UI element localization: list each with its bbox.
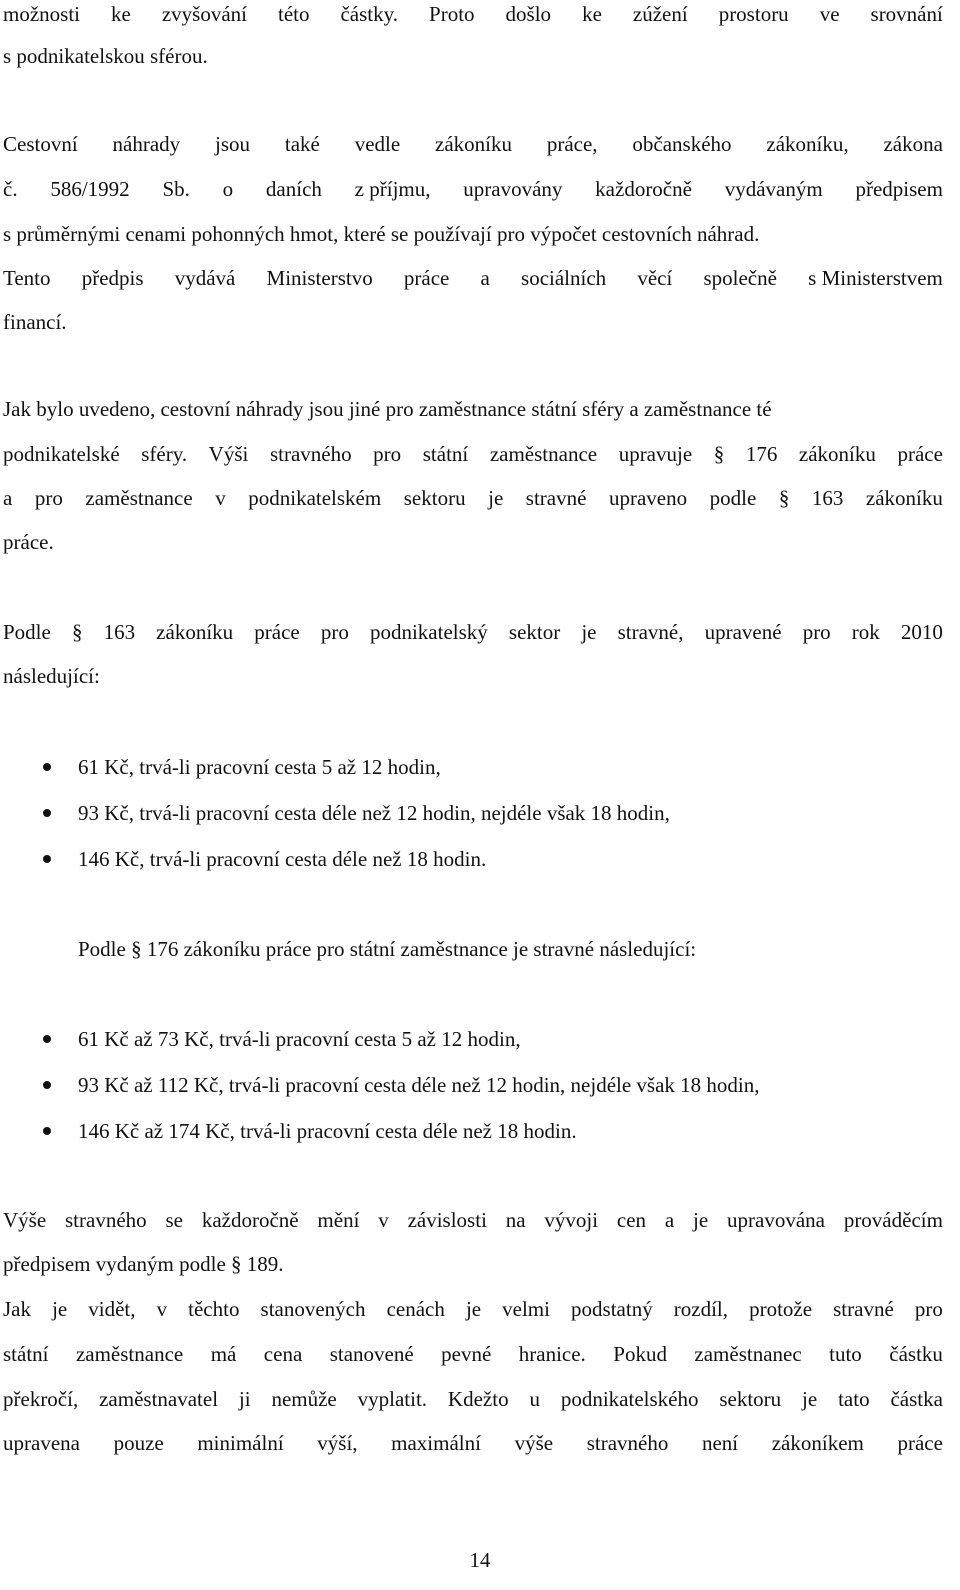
word: stravného — [269, 442, 352, 466]
word: těchto — [188, 1297, 240, 1321]
word: práce — [897, 442, 943, 466]
list-item — [0, 1071, 940, 1099]
word: a — [3, 486, 13, 510]
word: nemůže — [271, 1387, 337, 1411]
word: práce — [403, 266, 450, 290]
word: tato — [838, 1387, 870, 1411]
list-item — [0, 845, 940, 873]
word: výší, — [317, 1431, 358, 1455]
word: upravena — [3, 1431, 80, 1455]
word: zvyšování — [161, 2, 247, 26]
paragraph-line — [3, 1340, 943, 1368]
paragraph-line — [3, 175, 943, 203]
word: má — [210, 1342, 237, 1366]
word: stravné — [525, 486, 587, 510]
word: maximální — [391, 1431, 481, 1455]
word: částku — [889, 1342, 943, 1366]
word: rok — [851, 620, 880, 644]
word: Kdežto — [447, 1387, 509, 1411]
word: se — [165, 1208, 183, 1232]
word: je — [52, 1297, 68, 1321]
paragraph-line: předpisem vydaným podle § 189. — [3, 1252, 284, 1276]
word: § — [71, 620, 83, 644]
word: Ministerstvo — [266, 266, 373, 290]
paragraph-line — [3, 0, 943, 28]
list-item-text: 61 Kč, trvá-li pracovní cesta 5 až 12 hodin, — [78, 755, 441, 779]
word: je — [802, 1387, 818, 1411]
word: státní — [422, 442, 469, 466]
word: podnikatelský — [369, 620, 488, 644]
word: podle — [709, 486, 757, 510]
word: ve — [819, 2, 840, 26]
word: zákoníku, — [766, 132, 849, 156]
word: ji — [238, 1387, 251, 1411]
word: Cestovní — [3, 132, 78, 156]
word: minimální — [197, 1431, 284, 1455]
word: možnosti — [3, 2, 80, 26]
list-item-text: 93 Kč až 112 Kč, trvá-li pracovní cesta déle než 12 hodin, nejdéle však 18 hodin, — [78, 1073, 760, 1097]
word: 163 — [103, 620, 136, 644]
word: podnikatelské — [3, 442, 120, 466]
word: sféry. — [141, 442, 188, 466]
word: pro — [320, 620, 349, 644]
paragraph-line: práce. — [3, 530, 54, 554]
word: zákona — [883, 132, 943, 156]
paragraph-line — [3, 264, 943, 292]
word: Sb. — [162, 177, 190, 201]
word: cen — [616, 1208, 647, 1232]
word: upraveno — [608, 486, 688, 510]
word: stravného — [586, 1431, 669, 1455]
word: práce — [254, 620, 300, 644]
word: vidět, — [88, 1297, 136, 1321]
word: práce, — [546, 132, 598, 156]
word: § — [713, 442, 725, 466]
word: zákoníku — [156, 620, 234, 644]
word: Podle — [3, 620, 51, 644]
paragraph-line — [3, 1429, 943, 1457]
word: pevné — [441, 1342, 492, 1366]
word: zaměstnance — [85, 486, 193, 510]
word: náhrady — [112, 132, 181, 156]
list-item — [0, 753, 940, 781]
word: stravného — [65, 1208, 147, 1232]
word: vydává — [174, 266, 236, 290]
word: pouze — [113, 1431, 164, 1455]
word: sektor — [508, 620, 561, 644]
word: stanovené — [329, 1342, 414, 1366]
word: Výši — [208, 442, 249, 466]
word: částka — [890, 1387, 943, 1411]
word: práce — [897, 1431, 943, 1455]
word: cena — [263, 1342, 303, 1366]
word: prováděcím — [843, 1208, 943, 1232]
word: překročí, — [3, 1387, 79, 1411]
word: každoročně — [595, 177, 692, 201]
word: hranice. — [518, 1342, 586, 1366]
word: stravné — [833, 1297, 894, 1321]
word: pro — [802, 620, 831, 644]
bullet-icon — [43, 1081, 51, 1089]
list-item — [0, 1117, 940, 1145]
word: je — [581, 620, 597, 644]
word: a — [664, 1208, 675, 1232]
word: prostoru — [718, 2, 789, 26]
word: daních — [265, 177, 322, 201]
word: výše — [514, 1431, 554, 1455]
word: částky. — [340, 2, 399, 26]
word: mění — [317, 1208, 360, 1232]
word: státní — [3, 1342, 49, 1366]
word: tuto — [829, 1342, 862, 1366]
word: cenách — [386, 1297, 445, 1321]
word: upravené — [704, 620, 782, 644]
word: věcí — [637, 266, 673, 290]
word: upravována — [727, 1208, 825, 1232]
word: Tento — [3, 266, 51, 290]
word: Proto — [429, 2, 475, 26]
paragraph-line: s průměrnými cenami pohonných hmot, které se používají pro výpočet cestovních náhrad. — [3, 222, 760, 246]
word: protože — [749, 1297, 813, 1321]
word: podstatný — [571, 1297, 653, 1321]
word: č. — [3, 177, 18, 201]
word: zaměstnanec — [694, 1342, 802, 1366]
word: ke — [582, 2, 602, 26]
word: upravuje — [618, 442, 693, 466]
word: je — [693, 1208, 709, 1232]
word: pro — [914, 1297, 943, 1321]
word: 176 — [745, 442, 778, 466]
list-item-text: 146 Kč, trvá-li pracovní cesta déle než 18 hodin. — [78, 847, 487, 871]
word: závislosti — [407, 1208, 487, 1232]
paragraph-line — [3, 1206, 943, 1234]
word: srovnání — [870, 2, 943, 26]
word: pro — [34, 486, 63, 510]
word: vydávaným — [724, 177, 823, 201]
paragraph-line: Jak bylo uvedeno, cestovní náhrady jsou jiné pro zaměstnance státní sféry a zaměstnance té — [3, 397, 772, 421]
word: v — [215, 486, 226, 510]
word: u — [529, 1387, 540, 1411]
word: zaměstnance — [75, 1342, 184, 1366]
list-item — [0, 799, 940, 827]
word: je — [488, 486, 504, 510]
paragraph-line — [3, 1385, 943, 1413]
paragraph-line — [3, 130, 943, 158]
word: rozdíl, — [673, 1297, 729, 1321]
word: pro — [373, 442, 402, 466]
word: sociálních — [521, 266, 607, 290]
list-item — [0, 1025, 940, 1053]
bullet-icon — [43, 763, 51, 771]
word: vedle — [354, 132, 401, 156]
word: stanovených — [260, 1297, 366, 1321]
word: došlo — [505, 2, 552, 26]
word: a — [480, 266, 490, 290]
word: vývoji — [544, 1208, 599, 1232]
word: na — [505, 1208, 526, 1232]
word: zákoníkem — [771, 1431, 864, 1455]
word: Jak — [3, 1297, 31, 1321]
paragraph-line: následující: — [3, 664, 100, 688]
paragraph-line: financí. — [3, 310, 67, 334]
word: 2010 — [900, 620, 943, 644]
word: § — [778, 486, 790, 510]
word: sektoru — [719, 1387, 782, 1411]
word: v — [156, 1297, 168, 1321]
word: Výše — [3, 1208, 47, 1232]
word: z příjmu, — [354, 177, 431, 201]
list-item-text: 61 Kč až 73 Kč, trvá-li pracovní cesta 5 až 12 hodin, — [78, 1027, 521, 1051]
word: je — [465, 1297, 482, 1321]
word: zaměstnavatel — [99, 1387, 219, 1411]
word: s Ministerstvem — [808, 266, 943, 290]
bullet-icon — [43, 1035, 51, 1043]
word: této — [277, 2, 310, 26]
word: podnikatelském — [248, 486, 382, 510]
word: vyplatit. — [357, 1387, 428, 1411]
word: zákoníku — [865, 486, 943, 510]
paragraph-line — [3, 1295, 943, 1323]
word: 163 — [811, 486, 844, 510]
word: v — [378, 1208, 389, 1232]
word: 586/1992 — [50, 177, 130, 201]
word: o — [222, 177, 234, 201]
paragraph-line: s podnikatelskou sférou. — [3, 44, 208, 68]
word: Pokud — [613, 1342, 667, 1366]
word: také — [284, 132, 320, 156]
word: zákoníku — [435, 132, 512, 156]
word: stravné, — [617, 620, 684, 644]
paragraph-line — [3, 618, 943, 646]
paragraph-line — [3, 484, 943, 512]
word: předpis — [81, 266, 144, 290]
word: občanského — [632, 132, 732, 156]
bullet-icon — [43, 809, 51, 817]
word: upravovány — [463, 177, 563, 201]
word: velmi — [502, 1297, 550, 1321]
word: zúžení — [632, 2, 688, 26]
word: není — [701, 1431, 739, 1455]
word: jsou — [215, 132, 251, 156]
bullet-icon — [43, 855, 51, 863]
word: zákoníku — [798, 442, 876, 466]
list-item-text: 146 Kč až 174 Kč, trvá-li pracovní cesta déle než 18 hodin. — [78, 1119, 577, 1143]
paragraph-line — [3, 440, 943, 468]
word: sektoru — [403, 486, 466, 510]
word: podnikatelského — [560, 1387, 699, 1411]
paragraph-line: Podle § 176 zákoníku práce pro státní zaměstnance je stravné následující: — [78, 937, 697, 961]
page-number: 14 — [469, 1548, 491, 1572]
list-item-text: 93 Kč, trvá-li pracovní cesta déle než 12 hodin, nejdéle však 18 hodin, — [78, 801, 670, 825]
word: ke — [111, 2, 131, 26]
word: zaměstnance — [489, 442, 598, 466]
word: předpisem — [855, 177, 943, 201]
word: společně — [703, 266, 777, 290]
bullet-icon — [43, 1127, 51, 1135]
word: každoročně — [201, 1208, 299, 1232]
